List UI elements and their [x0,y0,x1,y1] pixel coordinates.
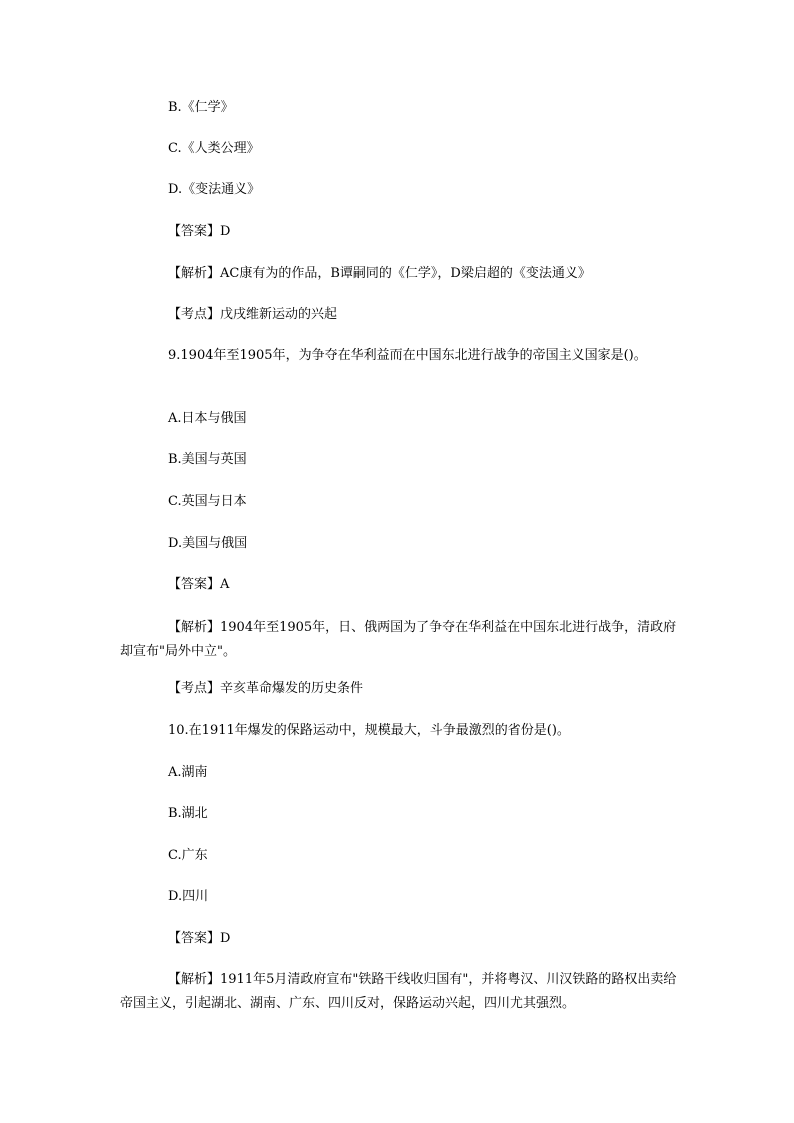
q9-question: 9.1904年至1905年，为争夺在华利益而在中国东北进行战争的帝国主义国家是()。 [168,348,647,363]
analysis-tag: 【解析】 [168,620,221,635]
q9-option-b: B.美国与英国 [168,452,247,467]
q10-option-b: B.湖北 [168,806,208,821]
point-tag: 【考点】 [168,307,221,322]
analysis-tag: 【解析】 [168,972,221,987]
q10-answer [168,931,230,947]
point-text: 戊戌维新运动的兴起 [220,307,338,322]
analysis-tag: 【解析】 [168,266,221,281]
answer-value: D [220,931,231,946]
q9-option-d: D.美国与俄国 [168,536,248,551]
answer-tag: 【答案】 [168,931,221,946]
point-text: 辛亥革命爆发的历史条件 [220,681,364,696]
answer-tag: 【答案】 [168,577,221,592]
q9-option-a: A.日本与俄国 [168,411,247,426]
q10-question: 10.在1911年爆发的保路运动中，规模最大，斗争最激烈的省份是()。 [168,723,570,738]
q10-analysis [120,968,680,1016]
q8-option-d: D.《变法通义》 [168,182,261,197]
analysis-text: 1904年至1905年，日、俄两国为了争夺在华利益在中国东北进行战争，清政府却宣布"局外中立"。 [120,620,677,659]
q9-analysis [120,616,680,664]
q8-option-b: B.《仁学》 [168,100,234,115]
q8-option-c: C.《人类公理》 [168,141,260,156]
q8-answer [168,224,230,240]
answer-value: D [220,224,231,239]
q10-option-a: A.湖南 [168,765,208,780]
q10-option-d: D.四川 [168,889,209,904]
q9-option-c: C.英国与日本 [168,494,247,509]
q9-point [168,681,363,697]
q10-option-c: C.广东 [168,848,208,863]
q8-analysis [168,266,591,282]
analysis-text: 1911年5月清政府宣布"铁路干线收归国有"，并将粤汉、川汉铁路的路权出卖给帝国主义，引起湖北、湖南、广东、四川反对，保路运动兴起，四川尤其强烈。 [120,972,677,1011]
q9-answer [168,577,229,593]
answer-tag: 【答案】 [168,224,221,239]
point-tag: 【考点】 [168,681,221,696]
q8-point [168,307,337,323]
analysis-text: AC康有为的作品，B谭嗣同的《仁学》，D梁启超的《变法通义》 [220,266,591,281]
answer-value: A [220,577,230,592]
